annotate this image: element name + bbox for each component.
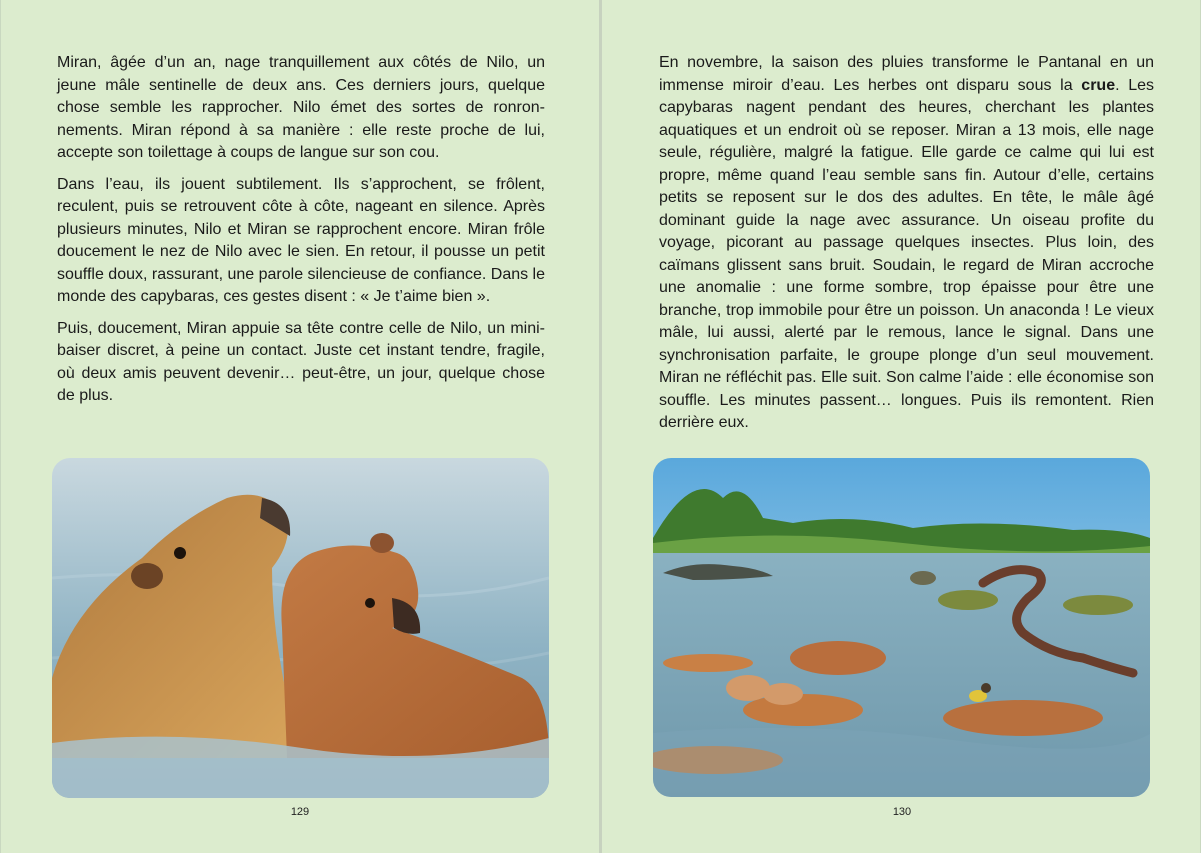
page-number: 130 — [892, 806, 912, 818]
paragraph-1 — [659, 52, 1154, 435]
right-page-text — [659, 52, 1154, 444]
bold-word: crue — [1081, 76, 1116, 94]
paragraph-3: Puis, doucement, Miran appuie sa tête contre celle de Nilo, un mini-baiser discret, à peine un contact. Juste cet instant tendre, fragile, où deux amis peuvent devenir… peut-être, un jour, quelque chose de plus. — [57, 319, 545, 404]
page-number: 129 — [290, 806, 310, 818]
right-page — [602, 0, 1201, 853]
text-segment: . Les capybaras nagent pendant des heures, cherchant les plantes aquatiques et un endroit où se reposer. Miran a 13 mois, elle nage seule, régulière, malgré la fatigue. Elle garde ce calme qui lui est propre, même quand l’eau semble sans fin. Autour d’elle, certains petits se reposent sur le dos des adultes. En tête, le mâle âgé dominant guide la nage avec assurance. Un oiseau profite du voyage, picorant au passage quelques insectes. Plus loin, des caïmans glissent sans bruit. Soudain, le regard de Miran accroche une anomalie : une forme sombre, trop épaisse pour être une branche, trop immobile pour être un poisson. Un anaconda ! Le vieux mâle, lui aussi, alerté par le remous, lance le signal. Dans une synchronisation parfaite, le groupe plonge d’un seul mouvement. Miran ne réfléchit pas. Elle suit. Son calme l’aide : elle économise son souffle. Les minutes passent… longues. Puis ils remontent. Rien derrière eux. — [659, 76, 1155, 431]
paragraph-2: Dans l’eau, ils jouent subtilement. Ils s’approchent, se frôlent, reculent, puis se retrouvent côte à côte, nageant en silence. Après plusieurs minutes, Nilo et Miran se rapprochent encore. Miran frôle doucement le nez de Nilo avec le sien. En retour, il pousse un petit souffle doux, rassurant, une parole silencieuse de confiance. Dans le monde des capybaras, ces gestes disent : « Je t’aime bien ». — [57, 175, 546, 305]
paragraph-1: Miran, âgée d’un an, nage tranquillement aux côtés de Nilo, un jeune mâle sentinelle de deux ans. Ces derniers jours, quelque chose semble les rapprocher. Nilo émet des sortes de ronronnements. Miran répond à sa manière : elle reste proche de lui, accepte son toilettage à coups de langue sur son cou. — [57, 54, 545, 161]
capybaras-nuzzling-illustration — [52, 458, 549, 798]
left-page — [0, 0, 599, 853]
left-page-text — [57, 52, 545, 417]
text-segment: En novembre, la saison des pluies transforme le Pantanal en un immense miroir d’eau. Les herbes ont disparu sous la — [659, 54, 1154, 94]
pantanal-flood-illustration — [653, 458, 1150, 797]
